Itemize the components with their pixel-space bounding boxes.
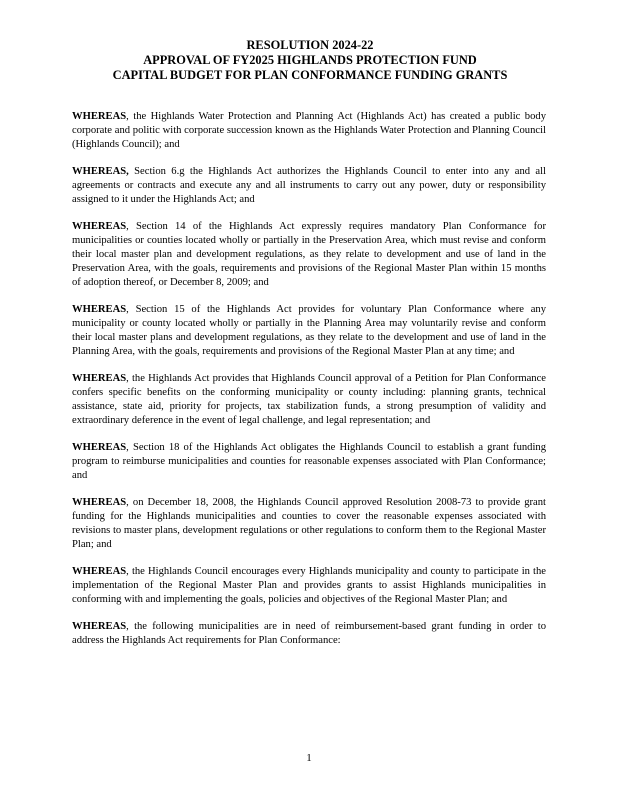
whereas-paragraph-7 [72, 496, 546, 553]
whereas-lead: WHEREAS [72, 620, 127, 632]
title-line-1: RESOLUTION 2024-22 [246, 38, 374, 52]
whereas-lead: WHEREAS, [72, 165, 129, 177]
whereas-paragraph-3 [72, 220, 546, 291]
page-number: 1 [306, 752, 312, 764]
paragraph-text: , on December 18, 2008, the Highlands Council approved Resolution 2008-73 to provide grant funding for the Highlands municipalities and counties to cover the reasonable expenses associated with revisions to master plans, development regulations or other regulations to conform them to the Regional Master Plan; and [72, 496, 546, 551]
paragraph-text: , the Highlands Act provides that Highlands Council approval of a Petition for Plan Conformance confers specific benefits on the conforming municipality or county including: planning grants, technical assistance, state aid, priority for projects, tax stabilization funds, a strong presumption of validity and extraordinary deference in the event of legal challenge, and legal representation; and [72, 372, 546, 427]
whereas-paragraph-1 [72, 110, 546, 152]
whereas-paragraph-4 [72, 303, 546, 360]
whereas-lead: WHEREAS [72, 111, 127, 122]
document-body [72, 110, 546, 660]
paragraph-text: , the Highlands Water Protection and Planning Act (Highlands Act) has created a public body corporate and politic with corporate succession known as the Highlands Water Protection and Planning Council (Highlands Council); and [72, 111, 546, 151]
title-line-3: CAPITAL BUDGET FOR PLAN CONFORMANCE FUNDING GRANTS [112, 68, 508, 82]
paragraph-text: , Section 14 of the Highlands Act expressly requires mandatory Plan Conformance for municipalities or counties located wholly or partially in the Preservation Area, which must revise and conform their local master plan and development regulations, as they relate to development and use of land in the Preservation Area, with the goals, requirements and provisions of the Regional Master Plan within 15 months of adoption thereof, or December 8, 2009; and [72, 220, 546, 289]
whereas-lead: WHEREAS [72, 496, 127, 508]
whereas-lead: WHEREAS [72, 441, 127, 453]
title-line-2: APPROVAL OF FY2025 HIGHLANDS PROTECTION FUND [143, 53, 477, 67]
whereas-lead: WHEREAS [72, 372, 127, 384]
whereas-lead: WHEREAS [72, 220, 127, 232]
paragraph-text: , Section 15 of the Highlands Act provides for voluntary Plan Conformance where any municipality or county located wholly or partially in the Planning Area may voluntarily revise and conform their local master plans and development regulations, as they relate to the development and use of land in the Planning Area, with the goals, requirements and provisions of the Regional Master Plan at any time; and [72, 303, 546, 358]
resolution-title [60, 38, 560, 83]
whereas-paragraph-8 [72, 565, 546, 607]
whereas-paragraph-2 [72, 165, 546, 207]
paragraph-text: , the Highlands Council encourages every Highlands municipality and county to participate in the implementation of the Regional Master Plan and provides grants to assist Highlands municipalities in conforming with and implementing the goals, policies and objectives of the Regional Master Plan; and [72, 565, 546, 606]
whereas-paragraph-9 [72, 620, 546, 648]
whereas-lead: WHEREAS [72, 565, 127, 577]
whereas-paragraph-6 [72, 441, 546, 483]
paragraph-text: , Section 18 of the Highlands Act obligates the Highlands Council to establish a grant funding program to reimburse municipalities and counties for reasonable expenses associated with Plan Conformance; and [72, 441, 546, 482]
whereas-paragraph-5 [72, 372, 546, 429]
whereas-lead: WHEREAS [72, 303, 127, 315]
paragraph-text: Section 6.g the Highlands Act authorizes the Highlands Council to enter into any and all agreements or contracts and execute any and all instruments to carry out any power, duty or responsibility assigned to it under the Highlands Act; and [72, 165, 546, 206]
paragraph-text: , the following municipalities are in need of reimbursement-based grant funding in order to address the Highlands Act requirements for Plan Conformance: [72, 620, 546, 646]
